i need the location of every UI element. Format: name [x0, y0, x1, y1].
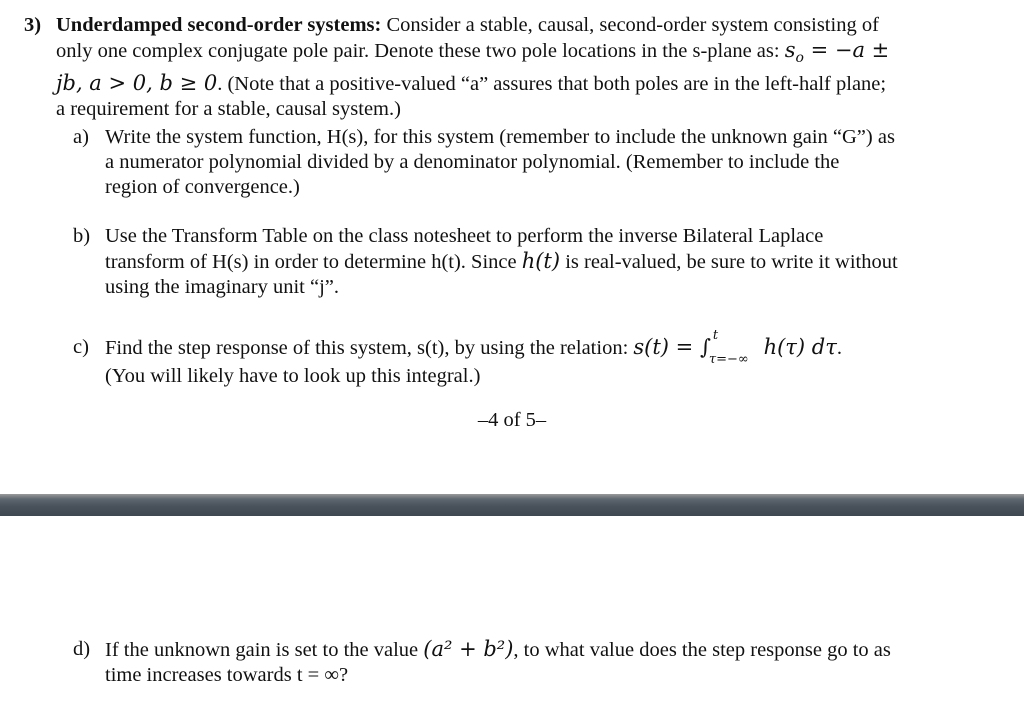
part-d-label: d) [73, 638, 91, 660]
pole-subscript: o [795, 50, 804, 67]
intro-line-1: Consider a stable, causal, second-order system consisting of [386, 14, 879, 36]
gain-value-math: (a² + b²) [423, 637, 514, 661]
intro-line-2: only one complex conjugate pole pair. Denote these two pole locations in the s-plane as: $s_o = -a$ ± [56, 38, 890, 67]
integrand: h(τ) dτ [756, 335, 837, 359]
pole-expression: = −a ± [803, 38, 890, 62]
integral-lower-limit: τ=−∞ [708, 352, 749, 368]
integral-upper-limit: t [712, 328, 719, 344]
h-of-t-math: h(t) [521, 249, 561, 273]
intro-line-4: a requirement for a stable, causal system.) [56, 98, 401, 121]
question-intro-continued [56, 38, 996, 122]
part-b-label: b) [73, 225, 91, 247]
pole-conditions: jb, a > 0, b ≥ 0 [56, 71, 218, 96]
page-5 [0, 516, 1024, 720]
step-response-integral: s(t) = ∫ [633, 335, 711, 359]
part-a-label: a) [73, 126, 89, 148]
part-c-text: Find the step response of this system, s(t), by using the relation: s(t) = ∫ t τ=−∞ h(τ) dτ. (You will likely have to look up this integral.) [105, 335, 955, 389]
question-number: 3) [24, 14, 42, 36]
part-d-text: If the unknown gain is set to the value (a² + b²), to what value does the step response go to as time increases towards t = ∞? [105, 637, 891, 686]
intro-line-3: jb, a > 0, b ≥ 0. (Note that a positive-valued “a” assures that both poles are in the left-half plane; [56, 71, 887, 96]
question-intro [56, 13, 996, 38]
page-number: –4 of 5– [477, 409, 547, 431]
part-a-text: Write the system function, H(s), for this system (remember to include the unknown gain “G”) as a numerator polynomial divided by a denominator polynomial. (Remember to include the region of convergence.) [105, 126, 895, 198]
part-b-text: Use the Transform Table on the class notesheet to perform the inverse Bilateral Laplace transform of H(s) in order to determine h(t). Since h(t) is real-valued, be sure to write it without using the imaginary unit “j”. [105, 225, 898, 298]
part-c-label: c) [73, 336, 89, 358]
question-title: Underdamped second-order systems: [56, 14, 382, 36]
integral-limits [708, 328, 757, 368]
page-separator [0, 494, 1024, 516]
pole-symbol: s [784, 38, 796, 62]
